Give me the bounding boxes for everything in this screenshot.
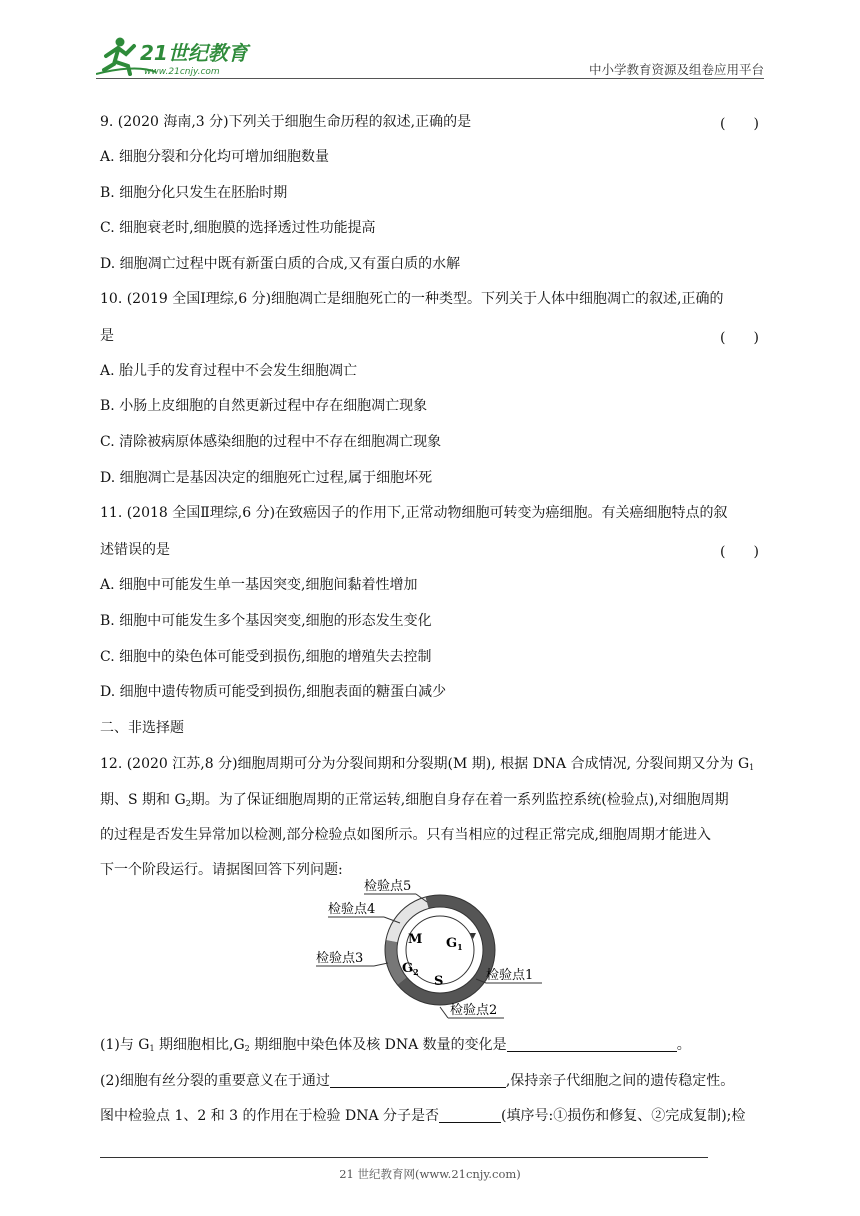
q10-stem-line1: 10. (2019 全国Ⅰ理综,6 分)细胞凋亡是细胞死亡的一种类型。下列关于人体中细胞凋亡的叙述,正确的 bbox=[100, 291, 724, 307]
checkpoint-3-label: 检验点3 bbox=[316, 951, 364, 966]
checkpoint-5-label: 检验点5 bbox=[364, 879, 412, 894]
q11-answer-paren: ( ) bbox=[720, 544, 759, 560]
q11-option-d: D. 细胞中遗传物质可能受到损伤,细胞表面的糖蛋白减少 bbox=[100, 684, 447, 700]
q11-option-a: A. 细胞中可能发生单一基因突变,细胞间黏着性增加 bbox=[100, 577, 418, 593]
header-divider bbox=[96, 78, 764, 79]
q11-option-b: B. 细胞中可能发生多个基因突变,细胞的形态发生变化 bbox=[100, 613, 432, 629]
q10-stem-line2: 是 bbox=[100, 328, 114, 344]
checkpoint-4-label: 检验点4 bbox=[328, 902, 376, 917]
checkpoint-2-label: 检验点2 bbox=[450, 1003, 498, 1018]
logo-text: 21世纪教育 bbox=[140, 41, 248, 65]
q9-option-d: D. 细胞凋亡过程中既有新蛋白质的合成,又有蛋白质的水解 bbox=[100, 256, 461, 272]
q12-line3: 的过程是否发生异常加以检测,部分检验点如图所示。只有当相应的过程正常完成,细胞周期才能进入 bbox=[100, 827, 711, 843]
footer-divider bbox=[100, 1157, 708, 1158]
q12-part2-blank[interactable] bbox=[330, 1073, 506, 1088]
q12-line2: 期、S 期和 $G_2$期。为了保证细胞周期的正常运转,细胞自身存在着一系列监控系统(检验点),对细胞周期 bbox=[100, 792, 729, 808]
phase-g1-label: $G_1$ bbox=[446, 936, 463, 952]
ring-g2-segment bbox=[391, 941, 402, 981]
phase-s-label: S bbox=[434, 974, 444, 989]
cell-cycle-diagram bbox=[300, 877, 550, 1022]
q12-part2-line2: 图中检验点 1、2 和 3 的作用在于检验 DNA 分子是否 (填序号:①损伤和修复、②完成复制);检 bbox=[100, 1108, 746, 1124]
q9-option-b: B. 细胞分化只发生在胚胎时期 bbox=[100, 185, 288, 201]
logo-21cnjy bbox=[96, 34, 266, 78]
phase-g2-label: $G_2$ bbox=[402, 961, 419, 977]
q12-line4: 下一个阶段运行。请据图回答下列问题: bbox=[100, 862, 343, 878]
q10-option-c: C. 清除被病原体感染细胞的过程中不存在细胞凋亡现象 bbox=[100, 434, 442, 450]
platform-name: 中小学教育资源及组卷应用平台 bbox=[588, 62, 764, 77]
section-heading: 二、非选择题 bbox=[100, 720, 184, 736]
q12-part1: (1)与 $G_1$ 期细胞相比$,G_2$ 期细胞中染色体及核 DNA 数量的变化是 。 bbox=[100, 1037, 691, 1053]
q11-option-c: C. 细胞中的染色体可能受到损伤,细胞的增殖失去控制 bbox=[100, 649, 432, 665]
q9-option-c: C. 细胞衰老时,细胞膜的选择透过性功能提高 bbox=[100, 220, 376, 236]
checkpoint-1-label: 检验点1 bbox=[486, 968, 534, 983]
q10-option-a: A. 胎儿手的发育过程中不会发生细胞凋亡 bbox=[100, 363, 358, 379]
phase-m-label: M bbox=[408, 932, 423, 947]
q12-part2: (2)细胞有丝分裂的重要意义在于通过 ,保持亲子代细胞之间的遗传稳定性。 bbox=[100, 1073, 735, 1089]
q9-option-a: A. 细胞分裂和分化均可增加细胞数量 bbox=[100, 149, 330, 165]
logo-url-text: www.21cnjy.com bbox=[144, 67, 220, 77]
q12-part1-blank[interactable] bbox=[507, 1037, 677, 1052]
page-footer: 21 世纪教育网(www.21cnjy.com) bbox=[339, 1167, 521, 1181]
q10-option-d: D. 细胞凋亡是基因决定的细胞死亡过程,属于细胞坏死 bbox=[100, 470, 433, 486]
q9-answer-paren: ( ) bbox=[720, 116, 759, 132]
q12-part2-blank2[interactable] bbox=[439, 1108, 501, 1123]
q10-answer-paren: ( ) bbox=[720, 330, 759, 346]
page-header bbox=[96, 30, 764, 80]
q11-stem-line2: 述错误的是 bbox=[100, 542, 170, 558]
q9-stem: 9. (2020 海南,3 分)下列关于细胞生命历程的叙述,正确的是 bbox=[100, 114, 472, 130]
q10-option-b: B. 小肠上皮细胞的自然更新过程中存在细胞凋亡现象 bbox=[100, 398, 428, 414]
q12-line1: 12. (2020 江苏,8 分)细胞周期可分为分裂间期和分裂期(M 期), 根据 DNA 合成情况, 分裂间期又分为 $G_1$ bbox=[100, 756, 755, 772]
q11-stem-line1: 11. (2018 全国Ⅱ理综,6 分)在致癌因子的作用下,正常动物细胞可转变为癌细胞。有关癌细胞特点的叙 bbox=[100, 505, 728, 521]
